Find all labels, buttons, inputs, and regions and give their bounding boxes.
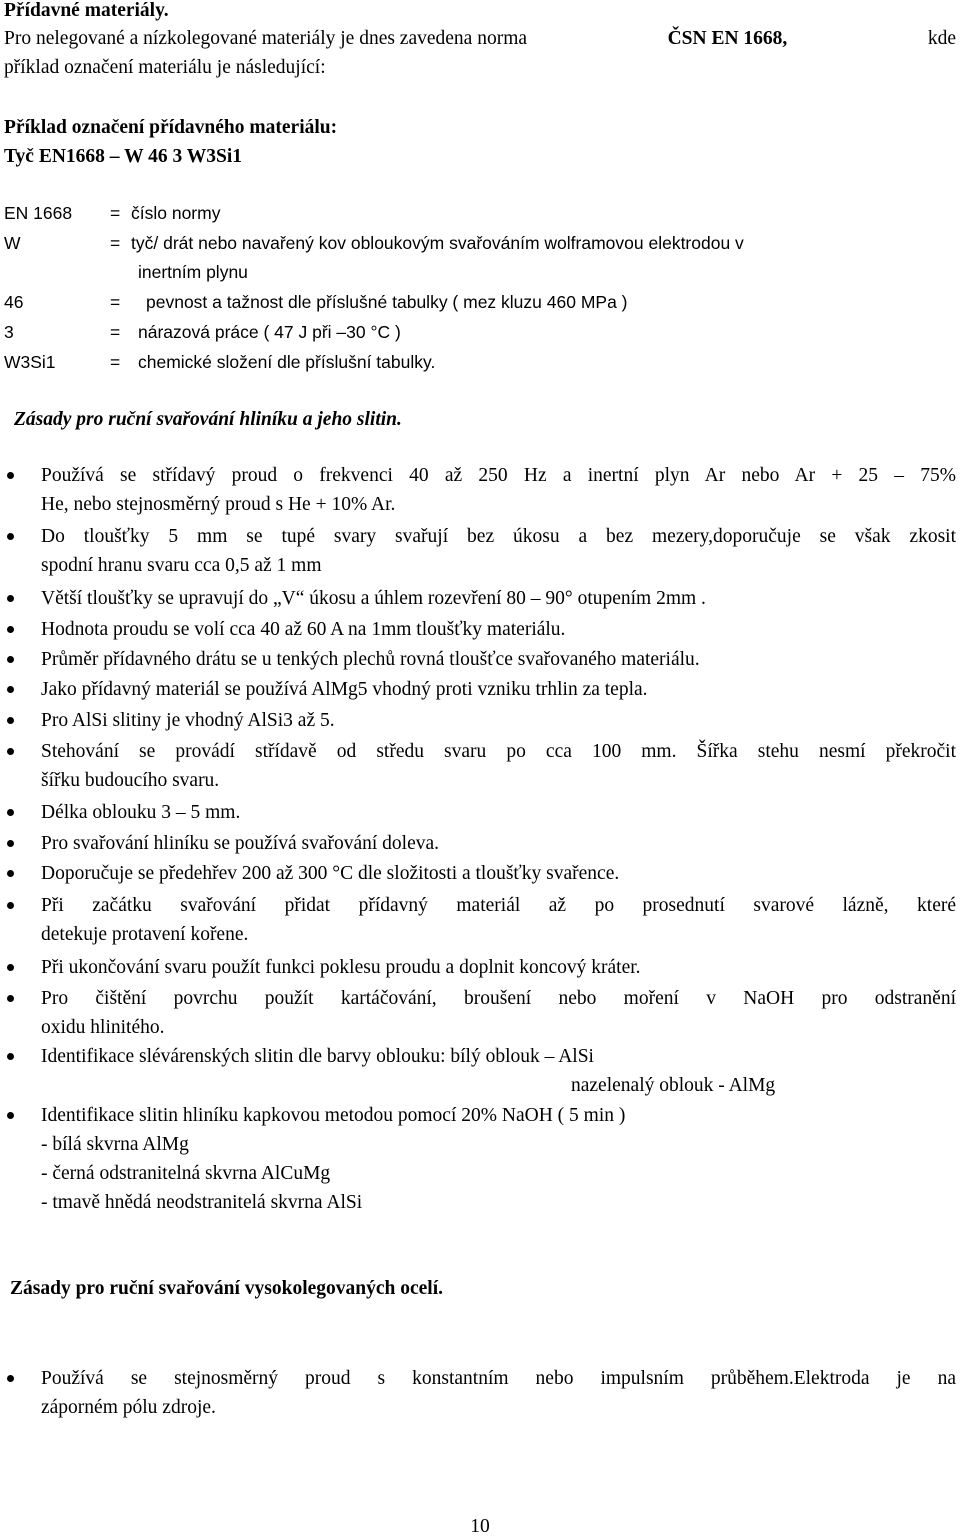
bullet-icon xyxy=(7,902,14,909)
sub-list-item: - bílá skvrna AlMg xyxy=(41,1134,189,1155)
list-item: Do tloušťky 5 mm se tupé svary svařují bez úkosu a bez mezery,doporučuje se však zkosit xyxy=(41,526,956,547)
list-item: Průměr přídavného drátu se u tenkých plechů rovná tloušťce svařovaného materiálu. xyxy=(41,649,700,670)
list-item-cont: oxidu hlinitého. xyxy=(41,1017,165,1038)
legend-text-cont: inertním plynu xyxy=(138,262,248,282)
list-item: Při začátku svařování přidat přídavný materiál až po prosednutí svarové lázně, které xyxy=(41,895,956,916)
list-item-cont: nazelenalý oblouk - AlMg xyxy=(571,1075,776,1096)
intro-line-1 xyxy=(4,28,956,50)
bullet-icon xyxy=(7,995,14,1002)
legend-text: tyč/ drát nebo navařený kov obloukovým svařováním wolframovou elektrodou v xyxy=(131,233,744,253)
legend-text: číslo normy xyxy=(131,203,221,223)
list-item: Pro svařování hliníku se používá svařování doleva. xyxy=(41,833,440,854)
bullet-icon xyxy=(7,656,14,663)
list-item: Při ukončování svaru použít funkci poklesu proudu a doplnit koncový kráter. xyxy=(41,957,641,978)
heading: Přídavné materiály. xyxy=(4,0,169,21)
list-item: Větší tloušťky se upravují do „V“ úkosu a úhlem rozevření 80 – 90° otupením 2mm . xyxy=(41,588,706,609)
legend-sep: = xyxy=(110,203,121,223)
example-value: Tyč EN1668 – W 46 3 W3Si1 xyxy=(4,146,243,167)
example-label: Příklad označení přídavného materiálu: xyxy=(4,117,338,138)
legend-code: 46 xyxy=(4,292,24,312)
list-item-cont: detekuje protavení kořene. xyxy=(41,924,249,945)
list-item-cont: spodní hranu svaru cca 0,5 až 1 mm xyxy=(41,555,322,576)
legend-code: EN 1668 xyxy=(4,203,73,223)
legend-text: pevnost a tažnost dle příslušné tabulky ( mez kluzu 460 MPa ) xyxy=(146,292,628,312)
bullet-icon xyxy=(7,870,14,877)
list-item-cont: šířku budoucího svaru. xyxy=(41,770,220,791)
bullet-icon xyxy=(7,809,14,816)
list-item: Pro čištění povrchu použít kartáčování, broušení nebo moření v NaOH pro odstranění xyxy=(41,988,956,1009)
page-number: 10 xyxy=(470,1516,490,1537)
section-title: Zásady pro ruční svařování vysokolegovaných ocelí. xyxy=(10,1278,444,1299)
list-item: Jako přídavný materiál se používá AlMg5 vhodný proti vzniku trhlin za tepla. xyxy=(41,679,648,700)
list-item: Používá se stejnosměrný proud s konstantním nebo impulsním průběhem.Elektroda je na xyxy=(41,1368,956,1389)
sub-list-item: - černá odstranitelná skvrna AlCuMg xyxy=(41,1163,331,1184)
legend-sep: = xyxy=(110,322,121,342)
legend-sep: = xyxy=(110,233,121,253)
bullet-icon xyxy=(7,1375,14,1382)
list-item-cont: záporném pólu zdroje. xyxy=(41,1397,216,1418)
bullet-icon xyxy=(7,964,14,971)
list-item: Identifikace slitin hliníku kapkovou metodou pomocí 20% NaOH ( 5 min ) xyxy=(41,1105,626,1126)
bullet-icon xyxy=(7,626,14,633)
list-item-cont: He, nebo stejnosměrný proud s He + 10% Ar. xyxy=(41,494,396,515)
bullet-icon xyxy=(7,595,14,602)
intro-line-2: příklad označení materiálu je následující: xyxy=(4,57,326,78)
legend-code: W3Si1 xyxy=(4,352,56,372)
bullet-icon xyxy=(7,472,14,479)
list-item: Délka oblouku 3 – 5 mm. xyxy=(41,802,241,823)
bullet-icon xyxy=(7,1112,14,1119)
legend-text: chemické složení dle příslušní tabulky. xyxy=(138,352,436,372)
list-item: Doporučuje se předehřev 200 až 300 °C dle složitosti a tloušťky svařence. xyxy=(41,863,620,884)
list-item: Pro AlSi slitiny je vhodný AlSi3 až 5. xyxy=(41,710,335,731)
intro-text-end: kde xyxy=(927,28,956,49)
bullet-icon xyxy=(7,533,14,540)
legend-code: 3 xyxy=(4,322,14,342)
legend-text: nárazová práce ( 47 J při –30 °C ) xyxy=(138,322,401,342)
sub-list-item: - tmavě hnědá neodstranitelá skvrna AlSi xyxy=(41,1192,363,1213)
bullet-icon xyxy=(7,1053,14,1060)
bullet-icon xyxy=(7,748,14,755)
bullet-icon xyxy=(7,686,14,693)
legend-sep: = xyxy=(110,292,121,312)
list-item: Stehování se provádí střídavě od středu svaru po cca 100 mm. Šířka stehu nesmí překročit xyxy=(41,741,956,762)
section-title: Zásady pro ruční svařování hliníku a jeho slitin. xyxy=(14,409,402,430)
bullet-icon xyxy=(7,840,14,847)
intro-text: Pro nelegované a nízkolegované materiály je dnes zavedena norma xyxy=(4,28,528,49)
list-item: Používá se střídavý proud o frekvenci 40 až 250 Hz a inertní plyn Ar nebo Ar + 25 – 75% xyxy=(41,465,956,486)
legend-sep: = xyxy=(110,352,121,372)
norm-reference: ČSN EN 1668, xyxy=(667,28,788,49)
legend-code: W xyxy=(4,233,21,253)
list-item: Hodnota proudu se volí cca 40 až 60 A na 1mm tloušťky materiálu. xyxy=(41,619,566,640)
bullet-icon xyxy=(7,717,14,724)
list-item: Identifikace slévárenských slitin dle barvy oblouku: bílý oblouk – AlSi xyxy=(41,1046,594,1067)
